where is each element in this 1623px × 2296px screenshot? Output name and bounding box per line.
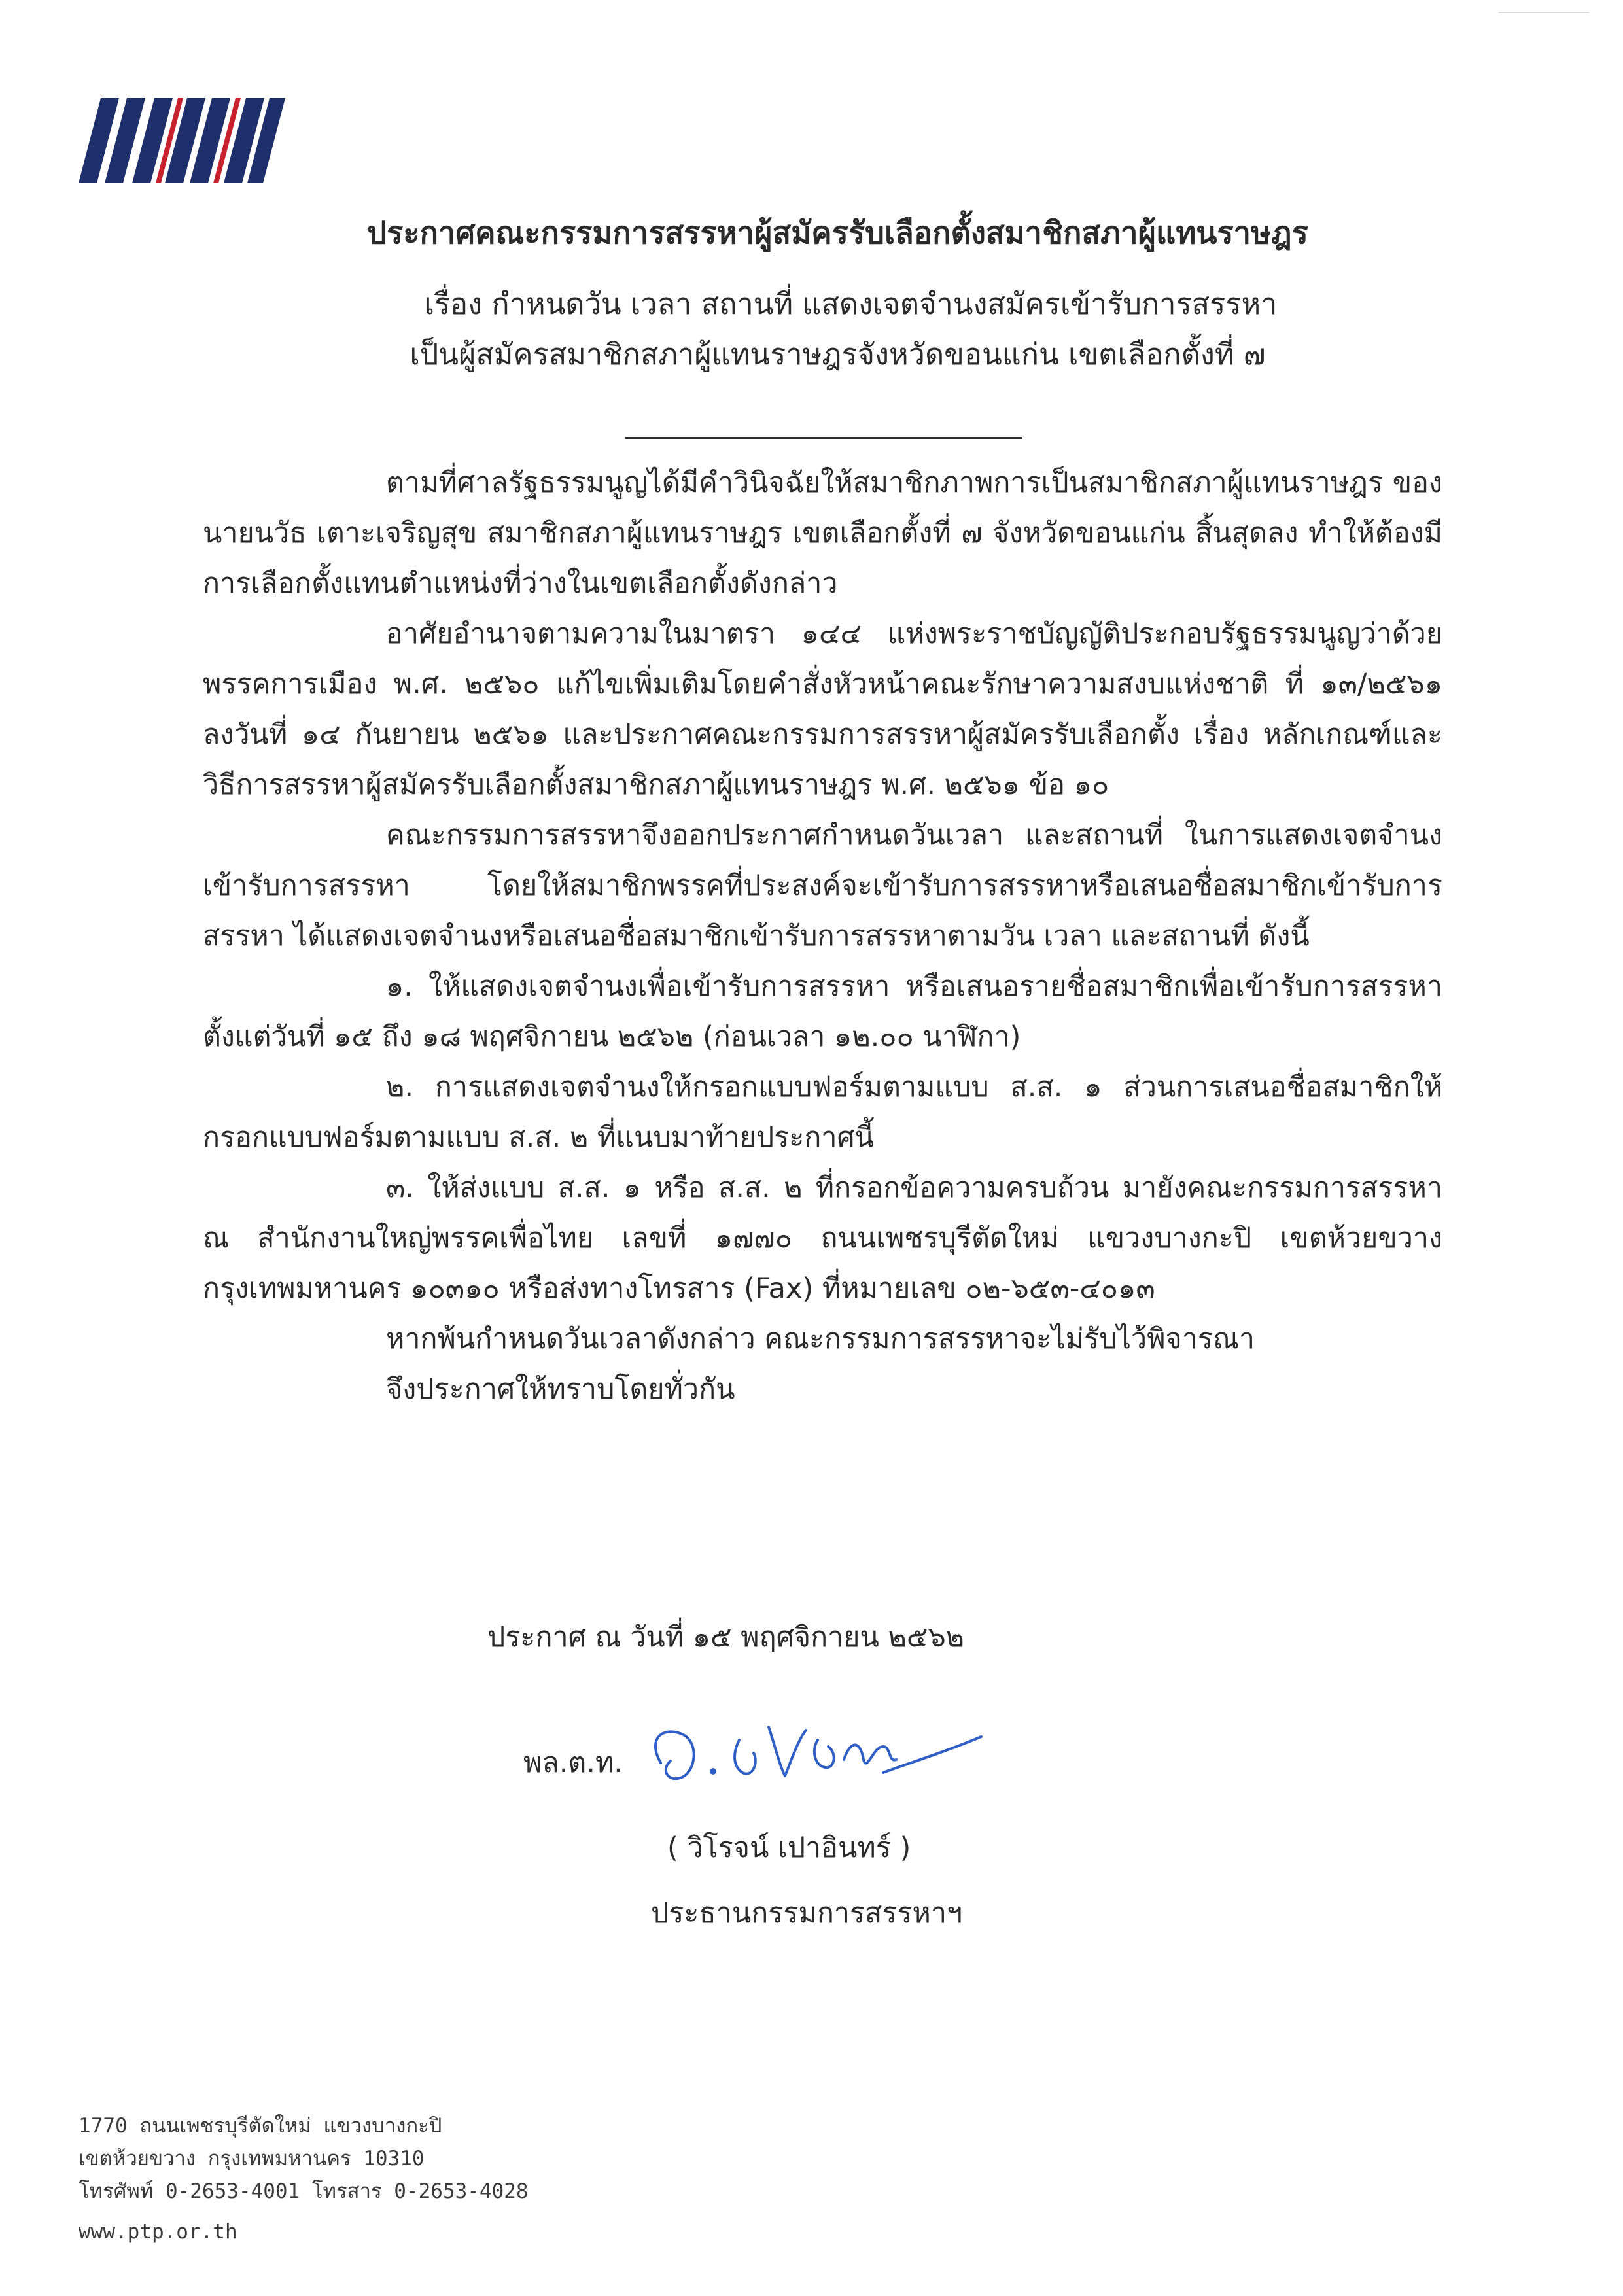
announcement-title: ประกาศคณะกรรมการสรรหาผู้สมัครรับเลือกตั้งสมาชิกสภาผู้แทนราษฎร — [367, 215, 1308, 251]
signer-position: ประธานกรรมการสรรหาฯ — [651, 1897, 963, 1930]
footer-website: www.ptp.or.th — [79, 2220, 237, 2244]
announcement-subject-line-2: เป็นผู้สมัครสมาชิกสภาผู้แทนราษฎรจังหวัดขอนแก่น เขตเลือกตั้งที่ ๗ — [410, 337, 1266, 372]
handwritten-signature — [635, 1701, 1001, 1812]
paragraph-item-2: ๒. การแสดงเจตจำนงให้กรอกแบบฟอร์มตามแบบ ส.ส. ๑ ส่วนการเสนอชื่อสมาชิกให้กรอกแบบฟอร์มตามแบบ ส.ส. ๒ ที่แนบมาท้ายประกาศนี้ — [203, 1071, 1442, 1154]
paragraph-item-3: ๓. ให้ส่งแบบ ส.ส. ๑ หรือ ส.ส. ๒ ที่กรอกข้อความครบถ้วน มายังคณะกรรมการสรรหา ณ สำนักงานใหญ่พรรคเพื่อไทย เลขที่ ๑๗๗๐ ถนนเพชรบุรีตัดใหม่ แขวงบางกะปิ เขตห้วยขวาง กรุงเทพมหานคร ๑๐๓๑๐ หรือส่งทางโทรสาร (Fax) ที่หมายเลข ๐๒-๖๕๓-๔๐๑๓ — [203, 1172, 1442, 1305]
footer-phone-fax: โทรศัพท์ 0-2653-4001 โทรสาร 0-2653-4028 — [79, 2180, 529, 2203]
paragraph-announcement: คณะกรรมการสรรหาจึงออกประกาศกำหนดวันเวลา และสถานที่ ในการแสดงเจตจำนงเข้ารับการสรรหา โดยให้สมาชิกพรรคที่ประสงค์จะเข้ารับการสรรหาหรือเสนอชื่อสมาชิกเข้ารับการสรรหา ได้แสดงเจตจำนงหรือเสนอชื่อสมาชิกเข้ารับการสรรหาตามวัน เวลา และสถานที่ ดังนี้ — [203, 819, 1442, 952]
signer-rank: พล.ต.ท. — [523, 1747, 623, 1779]
footer-address-line-2: เขตห้วยขวาง กรุงเทพมหานคร 10310 — [79, 2147, 425, 2170]
signer-name: ( วิโรจน์ เปาอินทร์ ) — [667, 1832, 911, 1864]
paragraph-background: ตามที่ศาลรัฐธรรมนูญได้มีคำวินิจฉัยให้สมาชิกภาพการเป็นสมาชิกสภาผู้แทนราษฎร ของนายนวัธ เตาะเจริญสุข สมาชิกสภาผู้แทนราษฎร เขตเลือกตั้งที่ ๗ จังหวัดขอนแก่น สิ้นสุดลง ทำให้ต้องมีการเลือกตั้งแทนตำแหน่งที่ว่างในเขตเลือกตั้งดังกล่าว — [203, 466, 1442, 600]
scan-edge-line — [1498, 12, 1590, 13]
footer-address-line-1: 1770 ถนนเพชรบุรีตัดใหม่ แขวงบางกะปิ — [79, 2114, 442, 2138]
paragraph-authority: อาศัยอำนาจตามความในมาตรา ๑๔๔ แห่งพระราชบัญญัติประกอบรัฐธรรมนูญว่าด้วยพรรคการเมือง พ.ศ. ๒๕๖๐ แก้ไขเพิ่มเติมโดยคำสั่งหัวหน้าคณะรักษาความสงบแห่งชาติ ที่ ๑๓/๒๕๖๑ ลงวันที่ ๑๔ กันยายน ๒๕๖๑ และประกาศคณะกรรมการสรรหาผู้สมัครรับเลือกตั้ง เรื่อง หลักเกณฑ์และวิธีการสรรหาผู้สมัครรับเลือกตั้งสมาชิกสภาผู้แทนราษฎร พ.ศ. ๒๕๖๑ ข้อ ๑๐ — [203, 617, 1442, 801]
announcement-subject-line-1: เรื่อง กำหนดวัน เวลา สถานที่ แสดงเจตจำนงสมัครเข้ารับการสรรหา — [424, 287, 1278, 321]
paragraph-deadline-note: หากพ้นกำหนดวันเวลาดังกล่าว คณะกรรมการสรรหาจะไม่รับไว้พิจารณา — [386, 1323, 1255, 1355]
paragraph-item-1: ๑. ให้แสดงเจตจำนงเพื่อเข้ารับการสรรหา หรือเสนอรายชื่อสมาชิกเพื่อเข้ารับการสรรหาตั้งแต่วันที่ ๑๕ ถึง ๑๘ พฤศจิกายน ๒๕๖๒ (ก่อนเวลา ๑๒.๐๐ นาฬิกา) — [203, 970, 1442, 1053]
announcement-body — [203, 458, 1442, 1415]
party-logo — [79, 92, 288, 190]
announce-date: ประกาศ ณ วันที่ ๑๕ พฤศจิกายน ๒๕๖๒ — [487, 1621, 965, 1654]
title-divider — [625, 437, 1022, 439]
footer-contact-block — [79, 2110, 529, 2248]
paragraph-closing: จึงประกาศให้ทราบโดยทั่วกัน — [386, 1373, 735, 1406]
